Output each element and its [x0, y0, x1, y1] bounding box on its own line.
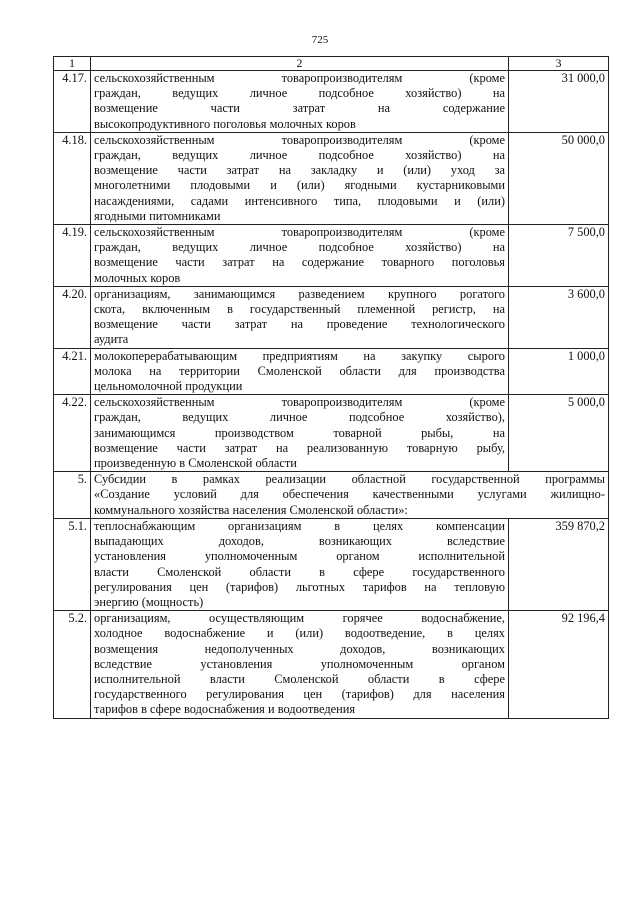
row-amount: 359 870,2	[509, 518, 609, 610]
cell-text-line: сельскохозяйственным товаропроизводителям (кроме	[94, 395, 505, 410]
row-number: 4.18.	[54, 132, 91, 224]
cell-text-line: коммунального хозяйства населения Смоленской области»:	[94, 502, 408, 517]
table-row	[54, 225, 609, 287]
cell-text-line: молока на территории Смоленской области для производства	[94, 363, 505, 378]
table-row	[54, 132, 609, 224]
cell-text-line: Субсидии в рамках реализации областной государственной программы	[94, 472, 605, 487]
header-col-1: 1	[54, 57, 91, 71]
cell-text-line: возмещения недополученных доходов, возникающих	[94, 641, 505, 656]
cell-text-line: многолетними плодовыми и (или) ягодными кустарниковыми	[94, 178, 505, 193]
cell-text-line: возмещение части затрат на реализованную товарную рыбу,	[94, 440, 505, 455]
cell-text-line: граждан, ведущих личное подсобное хозяйство) на	[94, 240, 505, 255]
row-number: 5.2.	[54, 611, 91, 718]
row-amount: 3 600,0	[509, 286, 609, 348]
table-row	[54, 611, 609, 718]
row-number: 4.22.	[54, 395, 91, 472]
cell-text-line: произведенную в Смоленской области	[94, 456, 297, 471]
header-col-3: 3	[509, 57, 609, 71]
section-header-row	[54, 472, 609, 519]
row-number: 4.17.	[54, 71, 91, 133]
cell-text-line: тарифов в сфере водоснабжения и водоотведения	[94, 702, 356, 717]
cell-text-line: ягодными питомниками	[94, 208, 221, 223]
row-amount: 1 000,0	[509, 348, 609, 395]
cell-text-line: возмещение части затрат на закладку и (или) уход за	[94, 163, 505, 178]
section-number: 5.	[54, 472, 91, 519]
cell-text-line: сельскохозяйственным товаропроизводителям (кроме	[94, 225, 505, 240]
cell-text-line: высокопродуктивного поголовья молочных коров	[94, 116, 356, 131]
cell-text-line: установления уполномоченным органом исполнительной	[94, 549, 505, 564]
row-amount: 7 500,0	[509, 225, 609, 287]
cell-text-line: выпадающих доходов, возникающих вследствие	[94, 534, 505, 549]
cell-text-line: сельскохозяйственным товаропроизводителям (кроме	[94, 132, 505, 147]
budget-table	[53, 56, 609, 719]
cell-text-line: возмещение части затрат на проведение технологического	[94, 317, 505, 332]
table-row	[54, 286, 609, 348]
row-description	[91, 611, 509, 718]
table-row	[54, 348, 609, 395]
row-amount: 92 196,4	[509, 611, 609, 718]
cell-text-line: организациям, занимающимся разведением крупного рогатого	[94, 286, 505, 301]
cell-text-line: граждан, ведущих личное подсобное хозяйство),	[94, 410, 505, 425]
row-amount: 31 000,0	[509, 71, 609, 133]
row-description	[91, 348, 509, 395]
row-number: 5.1.	[54, 518, 91, 610]
cell-text-line: энергию (мощность)	[94, 594, 204, 609]
cell-text-line: молочных коров	[94, 270, 181, 285]
cell-text-line: цельномолочной продукции	[94, 379, 243, 394]
row-description	[91, 225, 509, 287]
cell-text-line: государственного регулирования цен (тарифов) для населения	[94, 687, 505, 702]
cell-text-line: теплоснабжающим организациям в целях компенсации	[94, 518, 505, 533]
cell-text-line: «Создание условий для обеспечения качественными услугами жилищно-	[94, 487, 605, 502]
cell-text-line: насаждениями, садами интенсивного типа, плодовыми и (или)	[94, 193, 505, 208]
cell-text-line: скота, включенным в государственный племенной регистр, на	[94, 302, 505, 317]
table-row	[54, 518, 609, 610]
section-title	[91, 472, 609, 519]
page-number: 725	[311, 34, 329, 46]
row-description	[91, 518, 509, 610]
row-amount: 5 000,0	[509, 395, 609, 472]
cell-text-line: вследствие установления уполномоченным органом	[94, 656, 505, 671]
cell-text-line: граждан, ведущих личное подсобное хозяйство) на	[94, 86, 505, 101]
row-number: 4.21.	[54, 348, 91, 395]
table-row	[54, 395, 609, 472]
cell-text-line: регулирования цен (тарифов) льготных тарифов на тепловую	[94, 579, 505, 594]
cell-text-line: возмещение части затрат на содержание	[94, 101, 505, 116]
cell-text-line: граждан, ведущих личное подсобное хозяйство) на	[94, 148, 505, 163]
cell-text-line: сельскохозяйственным товаропроизводителям (кроме	[94, 71, 505, 85]
cell-text-line: молокоперерабатывающим предприятиям на закупку сырого	[94, 348, 505, 363]
cell-text-line: возмещение части затрат на содержание товарного поголовья	[94, 255, 505, 270]
row-amount: 50 000,0	[509, 132, 609, 224]
header-col-2: 2	[91, 57, 509, 71]
table-row	[54, 71, 609, 133]
cell-text-line: власти Смоленской области в сфере государственного	[94, 564, 505, 579]
cell-text-line: холодное водоснабжение и (или) водоотведение, в целях	[94, 626, 505, 641]
cell-text-line: исполнительной власти Смоленской области в сфере	[94, 671, 505, 686]
cell-text-line: занимающимся производством товарной рыбы, на	[94, 425, 505, 440]
row-number: 4.19.	[54, 225, 91, 287]
table-header-row	[54, 57, 609, 71]
row-description	[91, 286, 509, 348]
row-number: 4.20.	[54, 286, 91, 348]
cell-text-line: организациям, осуществляющим горячее водоснабжение,	[94, 611, 505, 626]
cell-text-line: аудита	[94, 332, 129, 347]
row-description	[91, 132, 509, 224]
row-description	[91, 71, 509, 133]
row-description	[91, 395, 509, 472]
